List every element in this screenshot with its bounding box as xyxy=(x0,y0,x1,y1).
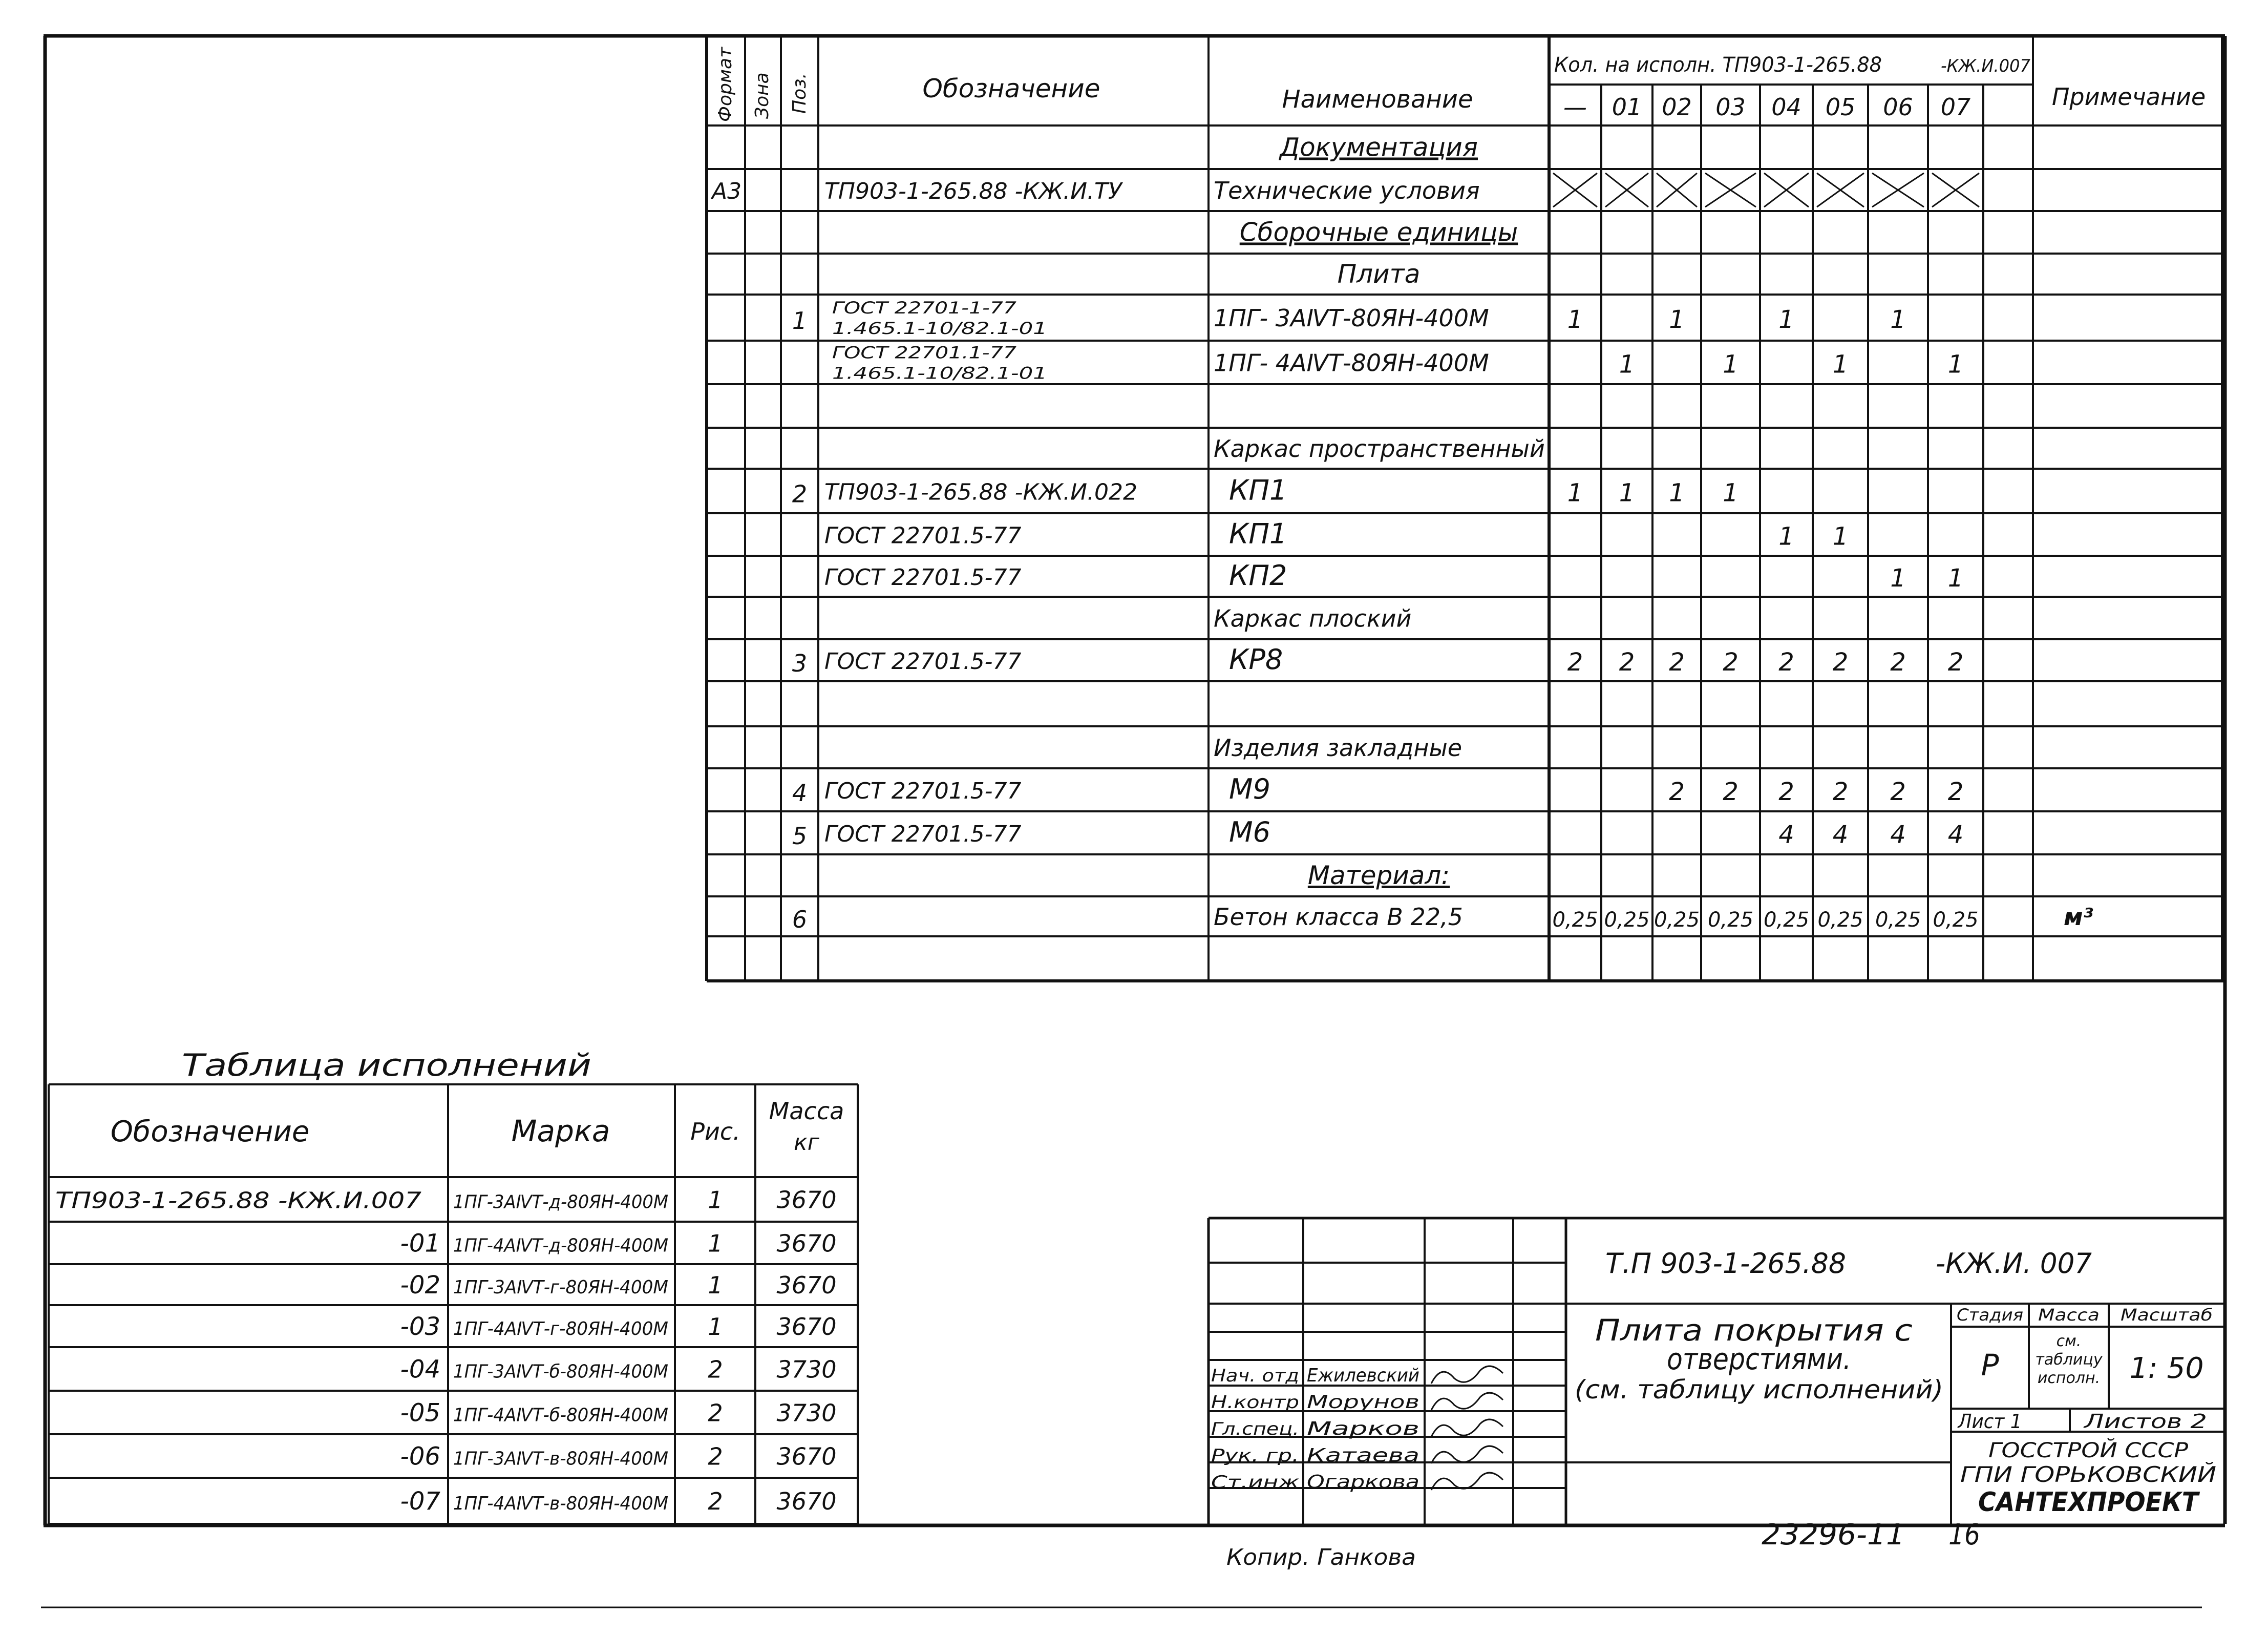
row-quantity: 1 xyxy=(1778,522,1794,551)
variant-mark: 1ПГ-3АⅣТ-в-80ЯН-400М xyxy=(453,1448,668,1470)
signature-person: Огаркова xyxy=(1307,1472,1419,1493)
signature-mark xyxy=(1431,1419,1503,1437)
header-note: Примечание xyxy=(2051,83,2206,111)
signature-mark xyxy=(1431,1366,1503,1384)
row-quantity: 1 xyxy=(1890,305,1906,334)
signature-person: Катаева xyxy=(1307,1445,1419,1466)
variant-mark: 1ПГ-4АⅣТ-б-80ЯН-400М xyxy=(453,1405,668,1426)
row-quantity: 1 xyxy=(1723,350,1739,379)
row-quantity: 2 xyxy=(1832,778,1849,806)
scale-value: 1: 50 xyxy=(2129,1352,2204,1385)
row-note: м³ xyxy=(2064,903,2093,931)
header-variant: 02 xyxy=(1662,93,1692,121)
row-quantity: 1 xyxy=(1832,522,1849,551)
header-variant: — xyxy=(1563,93,1587,121)
row-quantity: 2 xyxy=(1669,648,1685,677)
row-position: 3 xyxy=(792,650,808,677)
row-quantity: 0,25 xyxy=(1817,908,1863,932)
row-position: 6 xyxy=(792,906,808,933)
variant-mass: 3670 xyxy=(776,1271,837,1299)
scale-label: Масштаб xyxy=(2121,1305,2213,1325)
header-pos: Поз. xyxy=(789,73,810,114)
row-name: КП2 xyxy=(1229,559,1287,592)
variant-designation: ТП903-1-265.88 -КЖ.И.007 xyxy=(55,1187,422,1214)
mass-value: таблицу xyxy=(2035,1351,2103,1369)
header-variant: 07 xyxy=(1940,93,1971,121)
row-quantity: 2 xyxy=(1669,778,1685,806)
header-qty-title: Кол. на исполн. ТП903-1-265.88 xyxy=(1554,53,1882,77)
row-name: Каркас пространственный xyxy=(1214,435,1545,463)
row-name: КП1 xyxy=(1229,474,1287,507)
signature-person: Морунов xyxy=(1307,1392,1419,1413)
signature-mark xyxy=(1431,1393,1503,1410)
header-variant: 05 xyxy=(1825,93,1856,121)
row-quantity: 1 xyxy=(1567,305,1583,334)
row-quantity: 4 xyxy=(1947,821,1964,849)
row-quantity: 1 xyxy=(1947,350,1964,379)
specification-table xyxy=(707,36,2225,981)
drawing-title-line1: Плита покрытия с xyxy=(1595,1313,1913,1348)
variant-fig: 1 xyxy=(708,1186,723,1214)
row-designation: ГОСТ 22701-1-77 xyxy=(832,298,1017,318)
row-quantity: 0,25 xyxy=(1763,908,1810,932)
row-name: 1ПГ- 3АⅣТ-80ЯН-400М xyxy=(1214,304,1489,332)
organization-line1: ГОССТРОЙ СССР xyxy=(1988,1439,2163,1462)
row-designation: ГОСТ 22701.5-77 xyxy=(824,821,1022,847)
row-quantity: 4 xyxy=(1778,821,1794,849)
row-quantity: 2 xyxy=(1947,778,1964,806)
row-designation: ГОСТ 22701.5-77 xyxy=(824,778,1022,804)
variant-designation: -01 xyxy=(400,1229,440,1258)
row-designation-line2: 1.465.1-10/82.1-01 xyxy=(832,319,1047,338)
variant-mark: 1ПГ-4АⅣТ-г-80ЯН-400М xyxy=(453,1318,668,1339)
variant-designation: -06 xyxy=(400,1442,440,1471)
row-quantity: 1 xyxy=(1832,350,1849,379)
document-code-suffix: -КЖ.И. 007 xyxy=(1936,1247,2092,1280)
row-position: 4 xyxy=(792,779,808,807)
row-section-heading: Сборочные единицы xyxy=(1239,217,1518,247)
variants-header-mass: Масса xyxy=(769,1097,844,1125)
row-name: М9 xyxy=(1229,773,1270,805)
row-quantity: 1 xyxy=(1567,478,1583,508)
signature-person: Марков xyxy=(1307,1418,1419,1439)
row-name: Бетон класса В 22,5 xyxy=(1214,903,1463,931)
signature-role: Гл.спец. xyxy=(1211,1419,1299,1439)
row-designation: ГОСТ 22701.1-77 xyxy=(832,343,1017,363)
row-position: 2 xyxy=(792,480,808,508)
row-quantity: 2 xyxy=(1890,648,1906,677)
signature-mark xyxy=(1431,1446,1503,1463)
variant-mass: 3670 xyxy=(776,1313,837,1340)
variant-mass: 3730 xyxy=(776,1399,837,1427)
variants-header-mark: Марка xyxy=(511,1114,610,1148)
row-designation: ГОСТ 22701.5-77 xyxy=(824,522,1022,549)
variant-mark: 1ПГ-3АⅣТ-д-80ЯН-400М xyxy=(453,1191,668,1213)
row-name: 1ПГ- 4АⅣТ-80ЯН-400М xyxy=(1214,349,1489,377)
stage-label: Стадия xyxy=(1957,1305,2023,1325)
header-variant: 06 xyxy=(1883,93,1913,121)
header-format: Формат xyxy=(715,47,736,122)
row-quantity: 1 xyxy=(1947,564,1964,593)
row-quantity: 0,25 xyxy=(1654,908,1700,932)
row-quantity: 0,25 xyxy=(1707,908,1754,932)
variant-designation: -04 xyxy=(400,1355,440,1384)
row-position: 1 xyxy=(792,307,808,334)
row-designation: ГОСТ 22701.5-77 xyxy=(824,564,1022,591)
header-variant: 04 xyxy=(1771,93,1801,121)
variant-fig: 2 xyxy=(708,1355,723,1384)
header-variant: 01 xyxy=(1612,93,1642,121)
title-block xyxy=(1209,1218,2225,1525)
row-quantity: 4 xyxy=(1832,821,1849,849)
variants-header-mass-unit: кг xyxy=(794,1129,819,1156)
row-quantity: 1 xyxy=(1619,350,1635,379)
variant-fig: 1 xyxy=(708,1271,723,1299)
row-quantity: 0,25 xyxy=(1552,908,1598,932)
row-designation: ГОСТ 22701.5-77 xyxy=(824,648,1022,675)
row-name: Каркас плоский xyxy=(1214,604,1412,633)
signature-role: Н.контр xyxy=(1211,1392,1299,1413)
row-quantity: 2 xyxy=(1832,648,1849,677)
row-name: КР8 xyxy=(1229,643,1283,676)
variant-mass: 3670 xyxy=(776,1488,837,1515)
variant-fig: 1 xyxy=(708,1229,723,1258)
row-name: Технические условия xyxy=(1214,177,1480,204)
signature-role: Ст.инж xyxy=(1211,1472,1300,1493)
variant-fig: 2 xyxy=(708,1488,723,1515)
row-quantity: 2 xyxy=(1723,648,1739,677)
row-quantity: 1 xyxy=(1669,478,1685,508)
variant-mass: 3670 xyxy=(776,1186,837,1214)
variant-mark: 1ПГ-3АⅣТ-г-80ЯН-400М xyxy=(453,1277,668,1298)
variants-table xyxy=(49,1048,858,1525)
row-section-heading: Материал: xyxy=(1307,861,1450,890)
copied-by: Копир. Ганкова xyxy=(1226,1544,1416,1570)
row-quantity: 4 xyxy=(1890,821,1906,849)
header-designation: Обозначение xyxy=(922,74,1100,103)
row-quantity: 2 xyxy=(1778,778,1794,806)
row-section-heading: Плита xyxy=(1337,259,1421,289)
row-quantity: 1 xyxy=(1723,478,1739,508)
row-name: Изделия закладные xyxy=(1214,734,1462,762)
row-quantity: 1 xyxy=(1619,478,1635,508)
sheet-count: Листов 2 xyxy=(2083,1410,2207,1433)
variant-designation: -02 xyxy=(400,1271,440,1300)
archive-number: 23296-11 xyxy=(1762,1518,1905,1552)
variant-designation: -03 xyxy=(400,1312,440,1341)
variant-mark: 1ПГ-4АⅣТ-д-80ЯН-400М xyxy=(453,1235,668,1256)
sheet-number: Лист 1 xyxy=(1957,1410,2022,1433)
page-number: 16 xyxy=(1948,1518,1980,1552)
row-quantity: 0,25 xyxy=(1604,908,1650,932)
organization-line3: САНТЕХПРОЕКТ xyxy=(1978,1487,2200,1518)
mass-value: см. xyxy=(2056,1332,2082,1350)
row-quantity: 2 xyxy=(1619,648,1635,677)
header-name: Наименование xyxy=(1282,85,1473,114)
signature-person: Ежилевский xyxy=(1307,1365,1419,1386)
header-variant: 03 xyxy=(1715,93,1746,121)
row-quantity: 2 xyxy=(1778,648,1794,677)
row-quantity: 2 xyxy=(1890,778,1906,806)
row-position: 5 xyxy=(792,822,808,850)
variant-mark: 1ПГ-4АⅣТ-в-80ЯН-400М xyxy=(453,1493,668,1514)
variant-mass: 3670 xyxy=(776,1229,837,1258)
row-quantity: 2 xyxy=(1947,648,1964,677)
mass-label: Масса xyxy=(2038,1305,2100,1325)
variant-mass: 3670 xyxy=(776,1442,837,1471)
variants-header-fig: Рис. xyxy=(690,1118,740,1145)
header-zone: Зона xyxy=(752,72,773,119)
header-qty-suffix: -КЖ.И.007 xyxy=(1941,56,2031,76)
variant-designation: -05 xyxy=(400,1398,440,1428)
signature-role: Нач. отд xyxy=(1211,1366,1299,1386)
row-quantity: 0,25 xyxy=(1933,908,1979,932)
stage-value: Р xyxy=(1981,1348,1999,1382)
variant-mark: 1ПГ-3АⅣТ-б-80ЯН-400М xyxy=(453,1361,668,1382)
row-section-heading: Документация xyxy=(1280,132,1478,162)
row-name: М6 xyxy=(1229,816,1270,848)
row-quantity: 2 xyxy=(1567,648,1583,677)
row-format: А3 xyxy=(712,178,742,204)
row-quantity: 0,25 xyxy=(1875,908,1921,932)
row-quantity: 1 xyxy=(1778,305,1794,334)
organization-line2: ГПИ ГОРЬКОВСКИЙ xyxy=(1960,1462,2178,1487)
variant-fig: 1 xyxy=(708,1313,723,1340)
document-code: Т.П 903-1-265.88 xyxy=(1605,1247,1846,1280)
variant-fig: 2 xyxy=(708,1442,723,1471)
drawing-title-line3: (см. таблицу исполнений) xyxy=(1575,1375,1943,1405)
variant-fig: 2 xyxy=(708,1399,723,1427)
variant-designation: -07 xyxy=(400,1487,440,1516)
row-quantity: 1 xyxy=(1669,305,1685,334)
row-designation: ТП903-1-265.88 -КЖ.И.022 xyxy=(824,479,1138,506)
variant-mass: 3730 xyxy=(776,1355,837,1384)
row-quantity: 1 xyxy=(1890,564,1906,593)
row-quantity: 2 xyxy=(1723,778,1739,806)
row-name: КП1 xyxy=(1229,517,1287,550)
row-designation: ТП903-1-265.88 -КЖ.И.ТУ xyxy=(824,178,1122,204)
variants-header-designation: Обозначение xyxy=(110,1115,310,1148)
variants-title: Таблица исполнений xyxy=(182,1048,591,1083)
drawing-title-line2: отверстиями. xyxy=(1667,1342,1851,1376)
row-designation-line2: 1.465.1-10/82.1-01 xyxy=(832,363,1047,383)
signature-role: Рук. гр. xyxy=(1211,1446,1299,1466)
mass-value: исполн. xyxy=(2037,1369,2101,1387)
